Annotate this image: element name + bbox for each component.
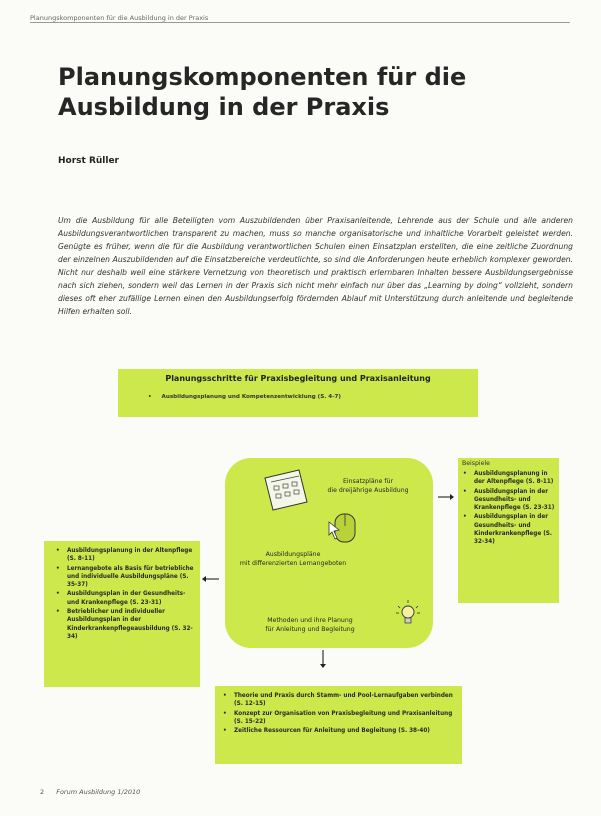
footer (40, 788, 140, 796)
examples-list (461, 470, 555, 547)
list-item: • Ausbildungsplanung in der Altenpflege (S. 8-11) (54, 547, 195, 564)
mouse-pointer-icon (325, 508, 359, 552)
einsatzplaene-line-1: Einsatzpläne für (342, 478, 394, 485)
journal-name: Forum Ausbildung 1/2010 (56, 788, 141, 796)
list-item: • Ausbildungsplan in der Gesundheits- und Krankenpflege (S. 23-31) (461, 488, 555, 513)
list-item: • Lernangebote als Basis für betriebliche und individuelle Ausbildungspläne (S. 35-37) (54, 565, 195, 590)
ausbildungsplaene-label (229, 550, 357, 568)
page-number: 2 (40, 788, 45, 796)
ausbildungsplaene-line-2: mit differenzierten Lernangeboten (239, 560, 347, 567)
top-box-heading: Planungsschritte für Praxisbegleitung und Praxisanleitung (165, 374, 431, 383)
list-item: • Ausbildungsplanung in der Altenpflege (S. 8-11) (461, 470, 555, 487)
author: Horst Rüller (58, 156, 119, 166)
arrow-right (438, 494, 454, 500)
list-item: • Betrieblicher und individueller Ausbildungsplan in der Kinderkrankenpflegeausbildung (S. 32-34) (54, 608, 195, 641)
list-item: • Ausbildungsplan in der Gesundheits- und Kinderkrankenpflege (S. 32-34) (461, 513, 555, 546)
article-title-line-1: Planungskomponenten für die (58, 63, 467, 91)
ausbildungsplaene-line-1: Ausbildungspläne (265, 551, 321, 558)
center-box (225, 458, 433, 648)
bottom-list (221, 692, 456, 735)
abstract: Um die Ausbildung für alle Beteiligten vom Auszubildenden über Praxisanleitende, Lehrende aus der Schule und alle anderen Ausbildungsverantwortlichen transparent zu machen, muss so manche organisatorische und inhaltliche Vorarbeit geleistet werden. Genügte es früher, wenn die für die Ausbildung verantwortlichen Schulen einen Einsatzplan erstellten, die eine zeitliche Zuordnung der einzelnen Auszubildenden auf die Einsatzbereiche verdeutlichte, so sind die Anforderungen heute erheblich komplexer geworden. Nicht nur deshalb weil eine stärkere Vernetzung von theoretisch und praktisch erlernbaren Inhalten bessere Ausbildungsergebnisse nach sich ziehen, sondern weil das Lernen in der Praxis sich nicht mehr einfach nur über das „Learning by doing“ vollzieht, sondern dieses oft eher zufällige Lernen einen den Ausbildungserfolg fördernden Ablauf mit Unterstützung durch anleitende und begleitende Hilfen erhalten soll. (58, 216, 573, 316)
methoden-line-2: für Anleitung und Begleitung (265, 626, 355, 633)
left-list (54, 547, 195, 641)
list-item: • Ausbildungsplan in der Gesundheits- und Krankenpflege (S. 23-31) (54, 590, 195, 607)
examples-box (458, 458, 559, 603)
bottom-box (215, 686, 462, 764)
top-box-item-text: Ausbildungsplanung und Kompetenzentwicklung (S. 4-7) (161, 394, 341, 400)
methoden-label (245, 616, 375, 634)
einsatzplaene-label (303, 477, 433, 495)
top-box-item-bullet: • (148, 394, 152, 400)
lightbulb-icon (395, 598, 421, 630)
list-item: • Zeitliche Ressourcen für Anleitung und Begleitung (S. 38-40) (221, 727, 456, 735)
examples-heading: Beispiele (462, 460, 490, 467)
list-item: • Theorie und Praxis durch Stamm- und Pool-Lernaufgaben verbinden (S. 12-15) (221, 692, 456, 709)
einsatzplaene-line-2: die dreijährige Ausbildung (327, 487, 409, 494)
arrow-down (320, 650, 326, 668)
article-title-line-2: Ausbildung in der Praxis (58, 93, 390, 121)
running-head: Planungskomponenten für die Ausbildung in der Praxis (30, 14, 209, 22)
left-box (44, 541, 200, 687)
arrow-left (202, 576, 219, 582)
list-item: • Konzept zur Organisation von Praxisbegleitung und Praxisanleitung (S. 15-22) (221, 710, 456, 727)
methoden-line-1: Methoden und ihre Planung (267, 617, 353, 624)
